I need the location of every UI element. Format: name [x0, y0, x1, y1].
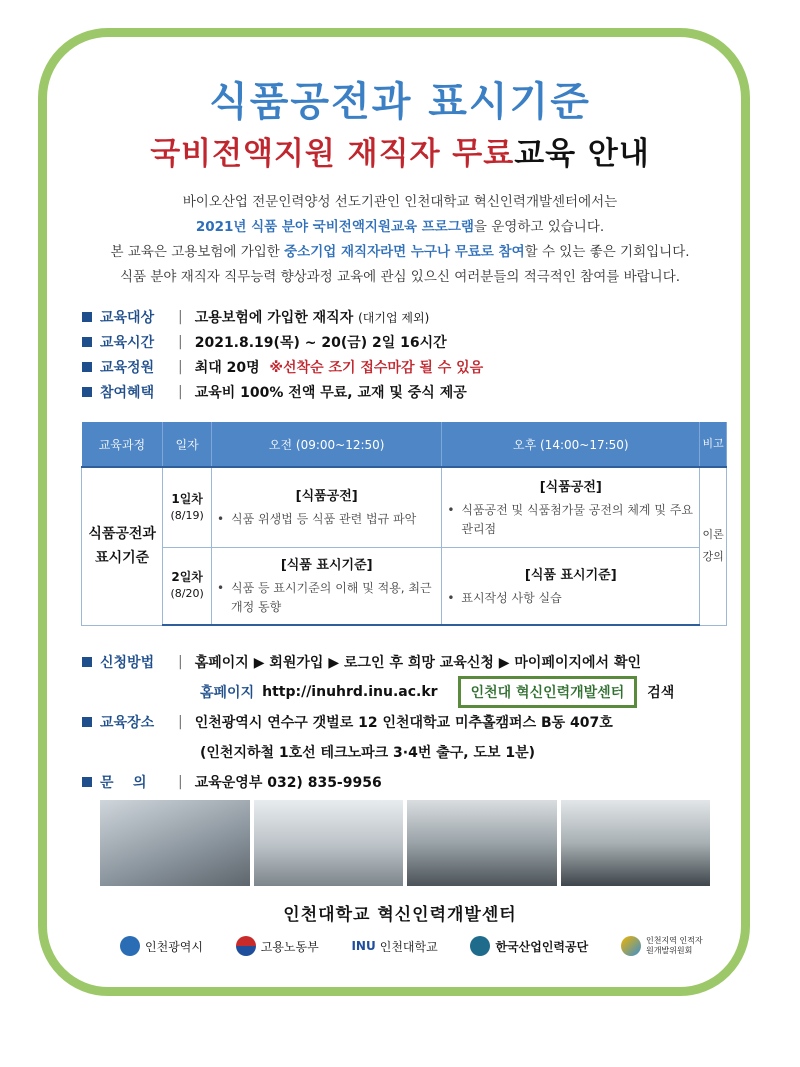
arrow-right-icon: ▶: [328, 655, 340, 671]
inu-logo: [351, 938, 437, 955]
sub-title: [0, 128, 800, 173]
info-row-capacity: 교육정원 | 최대 20명 ※선착순 조기 접수마감 될 수 있음: [82, 354, 483, 379]
search-word: 검색: [647, 685, 675, 701]
step-signup: 회원가입: [269, 655, 324, 671]
moel-logo: [236, 936, 319, 956]
header-date: 일자: [163, 422, 212, 467]
info-list: [82, 304, 483, 404]
day1-date: (8/19): [170, 508, 204, 522]
incheon-city-logo: [120, 936, 203, 956]
homepage-row: [82, 677, 674, 707]
day1-label: 1일차: [171, 491, 203, 506]
info-row-benefit: 참여혜택 | 교육비 100% 전액 무료, 교재 및 중식 제공: [82, 379, 483, 404]
table-row: [82, 467, 727, 547]
logo-label: 인천대학교: [379, 939, 438, 954]
place-row: 교육장소 | 인천광역시 연수구 갯벌로 12 인천대학교 미추홀캠퍼스 B동 407호: [82, 707, 674, 737]
contact-value: 교육운영부 032) 835-9956: [194, 775, 382, 791]
cell-body: • 식품 등 표시기준의 이해 및 적용, 최근 개정 동향: [213, 579, 440, 617]
place-address: 인천광역시 연수구 갯벌로 12 인천대학교 미추홀캠퍼스 B동 407호: [194, 715, 613, 731]
logo-label: 인천광역시: [145, 939, 203, 954]
homepage-link[interactable]: http://inuhrd.inu.ac.kr: [262, 684, 438, 700]
bullet-square-icon: [82, 337, 92, 347]
contact-row: 문 의 | 교육운영부 032) 835-9956: [82, 767, 674, 797]
lab-photo-1: [100, 800, 250, 886]
bullet-square-icon: [82, 777, 92, 787]
place-directions: (인천지하철 1호선 테크노파크 3·4번 출구, 도보 1분): [200, 745, 536, 761]
cell-body: • 식품 위생법 등 식품 관련 법규 파악: [213, 510, 440, 529]
bullet-square-icon: [82, 717, 92, 727]
capacity-note: ※선착순 조기 접수마감 될 수 있음: [269, 359, 484, 376]
table-row: [82, 547, 727, 625]
inu-mark-icon: INU: [351, 939, 376, 953]
table-header-row: [82, 422, 727, 467]
header-course: 교육과정: [82, 422, 163, 467]
intro-line-3-a: 본 교육은 고용보험에 가입한: [110, 244, 285, 260]
sub-title-red: 국비전액지원 재직자 무료: [150, 136, 515, 172]
logo-label: 고용노동부: [260, 939, 319, 954]
info-label: 교육대상: [100, 309, 155, 326]
info-value: 교육비 100% 전액 무료, 교재 및 중식 제공: [194, 384, 467, 401]
day2-label: 2일차: [171, 570, 203, 585]
apply-steps: [195, 652, 641, 672]
apply-section: [82, 647, 674, 797]
day2-cell: [163, 547, 212, 625]
info-value: 2021.8.19(목) ~ 20(금) 2일 16시간: [194, 334, 447, 351]
info-extra: (대기업 제외): [358, 310, 430, 325]
intro-line-4: 식품 분야 재직자 직무능력 향상과정 교육에 관심 있으신 여러분들의 적극적인 참여를 바랍니다.: [119, 269, 681, 285]
info-value-text: 고용보험에 가입한 재직자: [194, 309, 354, 326]
info-value-text: 최대 20명: [194, 359, 260, 376]
cell-title: [식품 표시기준]: [280, 558, 373, 574]
photo-strip: [100, 800, 710, 886]
place-row-2: [82, 737, 674, 767]
incheon-mark-icon: [120, 936, 140, 956]
info-label: 참여혜택: [100, 384, 155, 401]
cell-title: [식품 표시기준]: [524, 567, 617, 583]
program-name: 2021년 식품 분야 국비전액지원교육 프로그램: [195, 219, 474, 235]
main-title: 식품공전과 표시기준: [209, 79, 591, 125]
cell-title: [식품공전]: [295, 489, 358, 505]
info-value: [195, 357, 483, 377]
logo-label: 인천지역 인적자원개발위원회: [645, 936, 703, 955]
homepage-label: 홈페이지: [200, 685, 255, 701]
rsc-mark-icon: [621, 936, 641, 956]
remark-cell: 이론 강의: [700, 467, 727, 625]
intro-text: [60, 190, 740, 290]
place-label: 교육장소: [100, 715, 155, 731]
course-name: 식품공전과 표시기준: [82, 467, 163, 625]
day1-am-cell: [212, 467, 442, 547]
search-keyword-box: 인천대 혁신인력개발센터: [458, 676, 638, 708]
intro-line-3-blue: 중소기업 재직자라면 누구나 무료로 참여: [284, 244, 525, 260]
info-row-target: 교육대상 | 고용보험에 가입한 재직자 (대기업 제외): [82, 304, 483, 329]
intro-line-1: 바이오산업 전문인력양성 선도기관인 인천대학교 혁신인력개발센터에서는: [182, 194, 618, 210]
hrdkorea-logo: [470, 936, 588, 956]
arrow-right-icon: ▶: [253, 655, 265, 671]
bullet-square-icon: [82, 362, 92, 372]
intro-line-3: [60, 240, 740, 265]
sub-title-black: 교육 안내: [514, 136, 650, 172]
day2-am-cell: [212, 547, 442, 625]
day1-cell: [163, 467, 212, 547]
intro-line-2-rest: 을 운영하고 있습니다.: [473, 219, 605, 235]
bullet-square-icon: [82, 312, 92, 322]
contact-label: 문 의: [100, 775, 147, 791]
day2-pm-cell: [442, 547, 700, 625]
lab-photo-2: [254, 800, 404, 886]
footer-title: 인천대학교 혁신인력개발센터: [283, 905, 517, 925]
hrdkorea-mark-icon: [470, 936, 490, 956]
intro-line-3-b: 할 수 있는 좋은 기회입니다.: [524, 244, 690, 260]
header-remark: 비고: [700, 422, 727, 467]
rsc-logo: [621, 936, 710, 956]
cell-body: • 표시작성 사항 실습: [443, 589, 698, 608]
apply-label: 신청방법: [100, 655, 155, 671]
day1-pm-cell: [442, 467, 700, 547]
header-morning: 오전 (09:00~12:50): [212, 422, 442, 467]
info-label: 교육정원: [100, 359, 155, 376]
intro-line-2: [60, 215, 740, 240]
lecture-photo: [561, 800, 711, 886]
arrow-right-icon: ▶: [498, 655, 510, 671]
cell-body: • 식품공전 및 식품첨가물 공전의 체계 및 주요 관리점: [443, 501, 698, 539]
header-afternoon: 오후 (14:00~17:50): [442, 422, 700, 467]
classroom-photo: [407, 800, 557, 886]
step-apply: 로그인 후 희망 교육신청: [344, 655, 494, 671]
info-row-time: 교육시간 | 2021.8.19(목) ~ 20(금) 2일 16시간: [82, 329, 483, 354]
bullet-square-icon: [82, 387, 92, 397]
schedule-table: [81, 422, 727, 626]
taegeuk-icon: [236, 936, 256, 956]
step-confirm: 마이페이지에서 확인: [514, 655, 641, 671]
bullet-square-icon: [82, 657, 92, 667]
apply-method-row: 신청방법 | 홈페이지 ▶ 회원가입 ▶ 로그인 후 희망 교육신청 ▶ 마이페이지에서 확인: [82, 647, 674, 677]
cell-title: [식품공전]: [539, 479, 602, 495]
logo-label: 한국산업인력공단: [495, 939, 589, 954]
day2-date: (8/20): [170, 587, 204, 601]
info-label: 교육시간: [100, 334, 155, 351]
logo-row: [120, 936, 710, 956]
step-homepage: 홈페이지: [194, 655, 249, 671]
info-value: [195, 307, 430, 327]
